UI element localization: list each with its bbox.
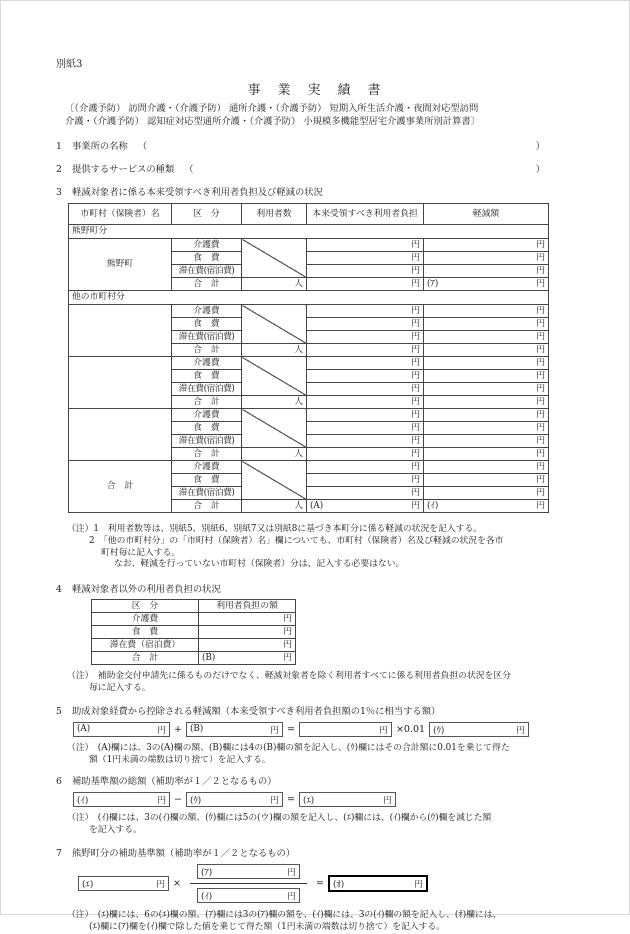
formula-6 <box>73 792 629 807</box>
burden-value-cell[interactable]: 円 <box>307 252 424 265</box>
times-001-operator: ×0.01 <box>395 723 426 735</box>
item-1-paren-open: （ <box>137 141 148 152</box>
subtitle-line-2: 介護・（介護予防） 認知症対応型通所介護・（介護予防） 小規模多機能型居宅介護事業所別計算書〕 <box>65 116 480 127</box>
row-label-total: 合 計 <box>172 448 242 461</box>
note-table4 <box>1 671 629 695</box>
reduction-total-cell[interactable]: 円 <box>424 396 549 409</box>
row-label-stay: 滞在費（宿泊費） <box>92 639 199 652</box>
users-diagonal-cell <box>242 409 307 448</box>
item-1-number: 1 <box>56 141 62 152</box>
note-formula6 <box>1 813 629 837</box>
row-label-food: 食 費 <box>92 626 199 639</box>
users-diagonal-cell <box>242 305 307 344</box>
reduction-value-cell[interactable]: 円 <box>424 409 549 422</box>
burden-value-cell[interactable]: 円 <box>307 461 424 474</box>
box-o-label: (ｵ) <box>332 879 345 890</box>
table-row <box>69 357 549 370</box>
users-total-cell[interactable]: 人 <box>242 448 307 461</box>
table-row <box>92 613 296 626</box>
attachment-label: 別紙3 <box>56 59 83 70</box>
row-label-stay: 滞在費(宿泊費) <box>172 265 242 278</box>
users-total-cell[interactable]: 人 <box>242 396 307 409</box>
row-label-total: 合 計 <box>172 278 242 291</box>
table-row <box>69 409 549 422</box>
yen-unit: 円 <box>156 879 165 890</box>
reduction-value-cell[interactable]: 円 <box>424 331 549 344</box>
box-i-label: (ｲ) <box>77 796 89 807</box>
reduction-value-cell[interactable]: 円 <box>424 383 549 396</box>
table-row <box>69 305 549 318</box>
row-label-food: 食 費 <box>172 422 242 435</box>
item-6-heading <box>56 773 629 787</box>
yen-unit: 円 <box>157 796 166 807</box>
item-7-label: 熊野町分の補助基準額（補助率が１／２となるもの） <box>72 847 296 859</box>
section-other-label: 他の市町村分 <box>69 291 549 305</box>
formula5-box-sum[interactable] <box>299 722 392 737</box>
formula7-box-i-denominator[interactable] <box>197 888 300 903</box>
item-2-label: 提供するサービスの種類 <box>72 164 175 175</box>
table-header-row <box>92 600 296 613</box>
reduction-value-cell[interactable]: 円 <box>424 318 549 331</box>
yen-unit: 円 <box>270 796 279 807</box>
reduction-value-cell[interactable]: 円 <box>424 357 549 370</box>
reduction-value-cell[interactable]: 円 <box>424 461 549 474</box>
row-label-stay: 滞在費(宿泊費) <box>172 435 242 448</box>
row-label-care: 介護費 <box>172 305 242 318</box>
formula6-box-i[interactable] <box>73 792 170 807</box>
col-municipality: 市町村（保険者）名 <box>69 204 172 225</box>
reduction-value-cell[interactable]: 円 <box>424 435 549 448</box>
col-category: 区 分 <box>172 204 242 225</box>
item-1-business-name <box>56 138 629 152</box>
note4-line1: （注） 補助金交付申請先に係るものだけでなく、軽減対象者を除く利用者すべてに係る利用者負担の状況を区分 <box>67 671 511 682</box>
row-label-care: 介護費 <box>172 357 242 370</box>
row-label-care: 介護費 <box>92 613 199 626</box>
note4-line2: 毎に記入する。 <box>89 682 151 693</box>
section-row-other <box>69 291 549 305</box>
item-2-paren-close: ） <box>535 164 545 175</box>
burden-value-cell[interactable]: 円 <box>307 383 424 396</box>
item-6-label: 補助基準額の総額（補助率が１／２となるもの） <box>72 776 277 788</box>
table-row <box>92 626 296 639</box>
yen-unit: 円 <box>283 652 292 663</box>
reduction-value-cell[interactable]: 円 <box>424 422 549 435</box>
plus-operator: + <box>174 723 182 735</box>
reduction-total-cell-mark-i[interactable] <box>424 500 549 513</box>
row-label-stay: 滞在費(宿泊費) <box>172 383 242 396</box>
note3-line4: なお、軽減を行っていない市町村（保険者）分は、記入する必要はない。 <box>114 559 405 570</box>
reduction-value-cell[interactable]: 円 <box>424 252 549 265</box>
reduction-total-cell[interactable]: 円 <box>424 344 549 357</box>
box-u-label: (ｳ) <box>189 796 202 807</box>
note7-line2: (ｴ)欄に(ｱ)欄を(ｲ)欄で除した値を乗じて得た額（1円未満の端数は切り捨て）を記入する。 <box>89 921 446 932</box>
yen-unit: 円 <box>270 725 279 736</box>
formula-5 <box>73 722 629 737</box>
mark-A-label: (A) <box>310 500 324 511</box>
section-kumano-label: 熊野町分 <box>69 225 549 239</box>
users-diagonal-cell <box>242 461 307 500</box>
yen-unit: 円 <box>379 725 388 736</box>
item-5-number: 5 <box>56 705 62 717</box>
row-label-food: 食 費 <box>172 252 242 265</box>
formula5-box-B[interactable] <box>186 722 283 737</box>
section-row-kumano <box>69 225 549 239</box>
item-2-paren-open: （ <box>184 164 194 175</box>
burden-value-cell[interactable]: 円 <box>307 370 424 383</box>
burden-value-cell[interactable]: 円 <box>307 487 424 500</box>
mark-a-label: (ｱ) <box>427 278 439 289</box>
page-title: 事 業 実 績 書 <box>247 83 383 98</box>
col-users: 利用者数 <box>242 204 307 225</box>
note3-line2: 2 「他の市町村分」の「市町村（保険者）名」欄についても、市町村（保険者）名及び軽減の状況を各市 <box>89 535 504 546</box>
item-6-number: 6 <box>56 776 62 788</box>
yen-unit: 円 <box>287 891 296 902</box>
yen-unit: 円 <box>536 500 545 511</box>
yen-unit: 円 <box>383 796 392 807</box>
item-7-heading <box>56 845 629 859</box>
users-diagonal-cell <box>242 239 307 278</box>
amount-total-cell-mark-B[interactable] <box>199 652 296 665</box>
row-label-food: 食 費 <box>172 318 242 331</box>
burden-value-cell[interactable]: 円 <box>307 305 424 318</box>
users-total-cell[interactable]: 人 <box>242 278 307 291</box>
fraction <box>190 864 307 903</box>
box-B-label: (B) <box>189 724 204 735</box>
yen-unit: 円 <box>536 278 545 289</box>
box-a-label: (ｱ) <box>200 867 213 878</box>
col-category: 区 分 <box>92 600 199 613</box>
mark-i-label: (ｲ) <box>427 500 439 511</box>
burden-value-cell[interactable]: 円 <box>307 331 424 344</box>
reduction-total-cell[interactable]: 円 <box>424 448 549 461</box>
note5-line2: 額（1円未満の端数は切り捨て）を記入する。 <box>89 754 271 765</box>
municipality-name-blank[interactable] <box>69 305 172 357</box>
municipality-name-kumano: 熊野町 <box>69 239 172 291</box>
yen-unit: 円 <box>516 725 526 736</box>
reduction-value-cell[interactable]: 円 <box>424 305 549 318</box>
formula7-box-e[interactable] <box>78 876 169 891</box>
fraction-bar <box>190 883 307 884</box>
item-4-label: 軽減対象者以外の利用者負担の状況 <box>72 584 221 596</box>
note6-line2: を記入する。 <box>89 825 142 836</box>
municipality-name-blank[interactable] <box>69 357 172 409</box>
burden-value-cell[interactable]: 円 <box>307 435 424 448</box>
note3-line1: （注）1 利用者数等は、別紙5、別紙6、別紙7又は別紙8に基づき本町分に係る軽減の状況を記入する。 <box>67 524 483 534</box>
item-4-number: 4 <box>56 584 62 596</box>
row-label-care: 介護費 <box>172 409 242 422</box>
non-target-burden-table <box>91 599 296 665</box>
box-e-label: (ｴ) <box>302 796 315 807</box>
note5-line1: （注） (A)欄には、3の(A)欄の額、(B)欄には4の(B)欄の額を記入し、(ｳ)欄にはその合計額に0.01を乗じて得た <box>67 742 510 753</box>
box-u-label: (ｳ) <box>433 725 445 736</box>
row-label-care: 介護費 <box>172 461 242 474</box>
note6-line1: （注） (ｲ)欄には、3の(ｲ)欄の額、(ｳ)欄には5の(ウ)欄の額を記入し、(ｴ)欄には、(ｲ)欄から(ｳ)欄を減じた額 <box>67 813 492 824</box>
burden-value-cell[interactable]: 円 <box>307 239 424 252</box>
row-label-food: 食 費 <box>172 370 242 383</box>
row-label-total: 合 計 <box>172 500 242 513</box>
municipality-name-blank[interactable] <box>69 409 172 461</box>
burden-value-cell[interactable]: 円 <box>307 357 424 370</box>
yen-unit: 円 <box>414 879 423 890</box>
amount-cell[interactable]: 円 <box>199 639 296 652</box>
yen-unit: 円 <box>287 867 296 878</box>
item-7-number: 7 <box>56 847 62 859</box>
table-row <box>69 239 549 252</box>
box-e-label: (ｴ) <box>82 879 94 890</box>
minus-operator: − <box>174 794 182 806</box>
item-5-label: 助成対象経費から控除される軽減額（本来受領すべき利用者負担額の1％に相当する額） <box>72 705 441 717</box>
reduction-value-cell[interactable]: 円 <box>424 239 549 252</box>
note-formula5 <box>1 743 629 767</box>
burden-value-cell[interactable]: 円 <box>307 318 424 331</box>
item-5-heading <box>56 703 629 717</box>
note-formula7 <box>1 910 629 934</box>
amount-cell[interactable]: 円 <box>199 626 296 639</box>
item-3-number: 3 <box>56 187 62 198</box>
row-label-food: 食 費 <box>172 474 242 487</box>
row-label-stay: 滞在費(宿泊費) <box>172 487 242 500</box>
table-header-row <box>69 204 549 225</box>
notes-table3 <box>1 524 629 571</box>
mark-B-label: (B) <box>202 652 216 663</box>
formula7-box-o-result[interactable] <box>328 875 428 892</box>
reduction-value-cell[interactable]: 円 <box>424 474 549 487</box>
users-diagonal-cell <box>242 357 307 396</box>
item-3-heading <box>56 184 629 198</box>
reduction-status-table <box>68 203 549 513</box>
times-operator: × <box>173 877 181 889</box>
item-2-service-type <box>56 161 629 175</box>
burden-total-cell-mark-A[interactable] <box>307 500 424 513</box>
equals-operator: = <box>315 877 324 889</box>
grand-total-name: 合 計 <box>69 461 172 513</box>
burden-value-cell[interactable]: 円 <box>307 422 424 435</box>
formula-7 <box>78 864 629 903</box>
item-3-label: 軽減対象者に係る本来受領すべき利用者負担及び軽減の状況 <box>72 187 323 198</box>
table-row <box>69 461 549 474</box>
burden-total-cell[interactable]: 円 <box>307 278 424 291</box>
item-2-number: 2 <box>56 164 62 175</box>
equals-operator: = <box>286 794 295 806</box>
formula5-box-u[interactable] <box>429 722 529 737</box>
reduction-value-cell[interactable]: 円 <box>424 265 549 278</box>
col-burden-amount: 利用者負担の額 <box>199 600 296 613</box>
users-total-cell[interactable]: 人 <box>242 344 307 357</box>
burden-total-cell[interactable]: 円 <box>307 396 424 409</box>
formula6-box-u[interactable] <box>186 792 283 807</box>
yen-unit: 円 <box>157 725 166 736</box>
subtitle-line-1: 〔（介護予防） 訪問介護・（介護予防） 通所介護・（介護予防） 短期入所生活介護・夜間対応型訪問 <box>65 103 479 114</box>
equals-operator: = <box>286 723 295 735</box>
item-1-label: 事業所の名称 <box>72 141 128 152</box>
formula5-box-A[interactable] <box>73 722 170 737</box>
note3-line3: 町村毎に記入する。 <box>101 547 181 558</box>
reduction-total-cell-mark-a[interactable] <box>424 278 549 291</box>
row-label-stay: 滞在費(宿泊費) <box>172 331 242 344</box>
box-i-label: (ｲ) <box>200 891 213 902</box>
row-label-total: 合 計 <box>172 396 242 409</box>
burden-value-cell[interactable]: 円 <box>307 265 424 278</box>
col-reduction: 軽減額 <box>424 204 549 225</box>
burden-total-cell[interactable]: 円 <box>307 448 424 461</box>
row-label-total: 合 計 <box>92 652 199 665</box>
item-4-heading <box>56 581 629 595</box>
item-1-paren-close: ） <box>535 141 545 152</box>
users-total-cell[interactable]: 人 <box>242 500 307 513</box>
row-label-total: 合 計 <box>172 344 242 357</box>
yen-unit: 円 <box>411 500 420 511</box>
note7-line1: （注） (ｴ)欄には、6の(ｴ)欄の額、(ｱ)欄には3の(ｱ)欄の額を、(ｲ)欄には、3の(ｲ)欄の額を記入し、(ｵ)欄には、 <box>67 909 502 920</box>
table-row <box>92 652 296 665</box>
subtitle <box>65 102 575 128</box>
col-burden: 本来受領すべき利用者負担 <box>307 204 424 225</box>
burden-value-cell[interactable]: 円 <box>307 474 424 487</box>
reduction-value-cell[interactable]: 円 <box>424 370 549 383</box>
row-label-care: 介護費 <box>172 239 242 252</box>
table-row <box>92 639 296 652</box>
formula6-box-e[interactable] <box>299 792 396 807</box>
box-A-label: (A) <box>77 724 91 735</box>
amount-cell[interactable]: 円 <box>199 613 296 626</box>
formula7-box-a-numerator[interactable] <box>197 864 300 879</box>
reduction-value-cell[interactable]: 円 <box>424 487 549 500</box>
burden-total-cell[interactable]: 円 <box>307 344 424 357</box>
burden-value-cell[interactable]: 円 <box>307 409 424 422</box>
